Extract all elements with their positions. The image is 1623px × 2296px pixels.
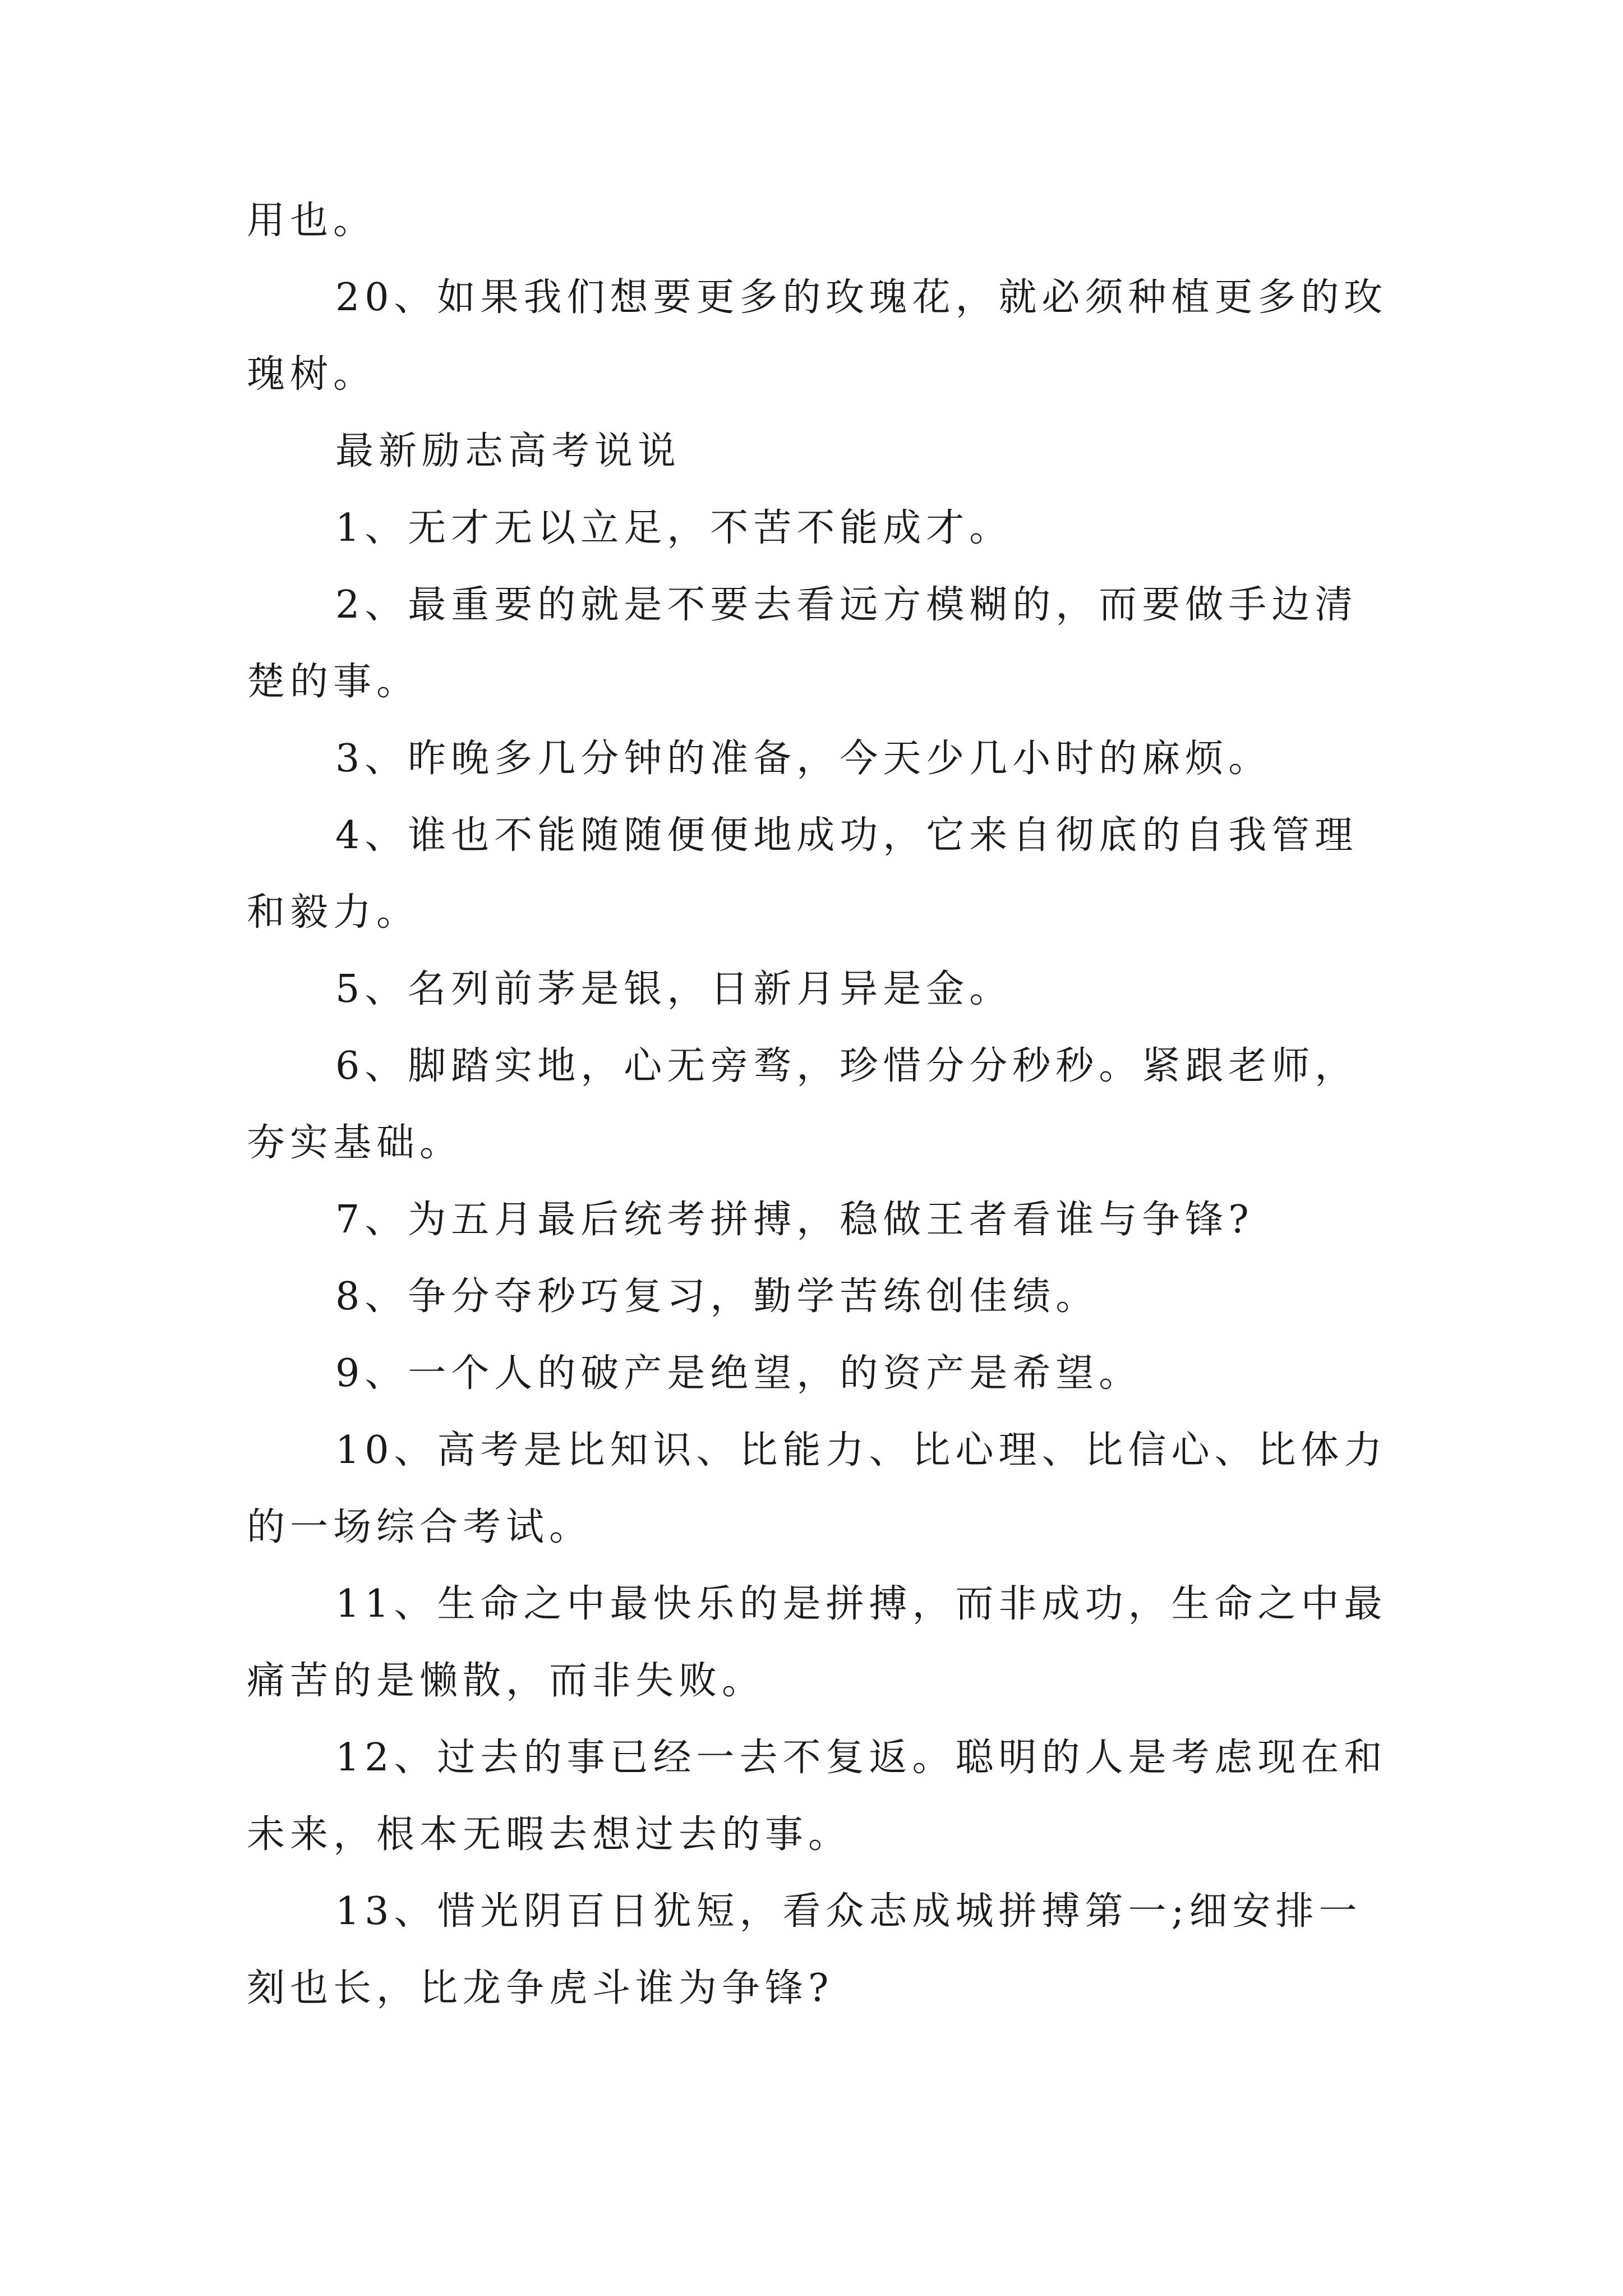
text-line: 未来，根本无暇去想过去的事。: [247, 1812, 852, 1857]
text-line: 刻也长，比龙争虎斗谁为争锋?: [247, 1966, 834, 2010]
text-line: 痛苦的是懒散，而非失败。: [247, 1659, 766, 1703]
text-line: 夯实基础。: [247, 1121, 463, 1165]
text-line: 13、惜光阴百日犹短，看众志成城拼搏第一;细安排一: [335, 1889, 1362, 1934]
text-line: 的一场综合考试。: [247, 1505, 593, 1549]
text-line: 3、昨晚多几分钟的准备，今天少几小时的麻烦。: [335, 737, 1272, 781]
text-line: 11、生命之中最快乐的是拼搏，而非成功，生命之中最: [335, 1582, 1387, 1626]
text-line: 20、如果我们想要更多的玫瑰花，就必须种植更多的玫: [335, 275, 1387, 320]
text-line: 楚的事。: [247, 660, 420, 704]
text-line: 瑰树。: [247, 352, 377, 397]
text-line: 4、谁也不能随随便便地成功，它来自彻底的自我管理: [335, 813, 1358, 858]
text-line: 10、高考是比知识、比能力、比心理、比信心、比体力: [335, 1428, 1387, 1473]
text-line: 6、脚踏实地，心无旁骛，珍惜分分秒秒。紧跟老师，: [335, 1044, 1358, 1088]
document-body: [247, 182, 1391, 2027]
text-line: 用也。: [247, 199, 377, 243]
text-line: 5、名列前茅是银，日新月异是金。: [335, 967, 1013, 1011]
text-line: 2、最重要的就是不要去看远方模糊的，而要做手边清: [335, 583, 1358, 627]
text-line: 7、为五月最后统考拼搏，稳做王者看谁与争锋?: [335, 1198, 1254, 1242]
text-line: 和毅力。: [247, 890, 420, 935]
text-line: 1、无才无以立足，不苦不能成才。: [335, 506, 1013, 550]
section-heading: 最新励志高考说说: [335, 429, 681, 473]
text-line: 9、一个人的破产是绝望，的资产是希望。: [335, 1351, 1142, 1396]
text-line: 12、过去的事已经一去不复返。聪明的人是考虑现在和: [335, 1736, 1387, 1780]
text-line: 8、争分夺秒巧复习，勤学苦练创佳绩。: [335, 1274, 1099, 1319]
